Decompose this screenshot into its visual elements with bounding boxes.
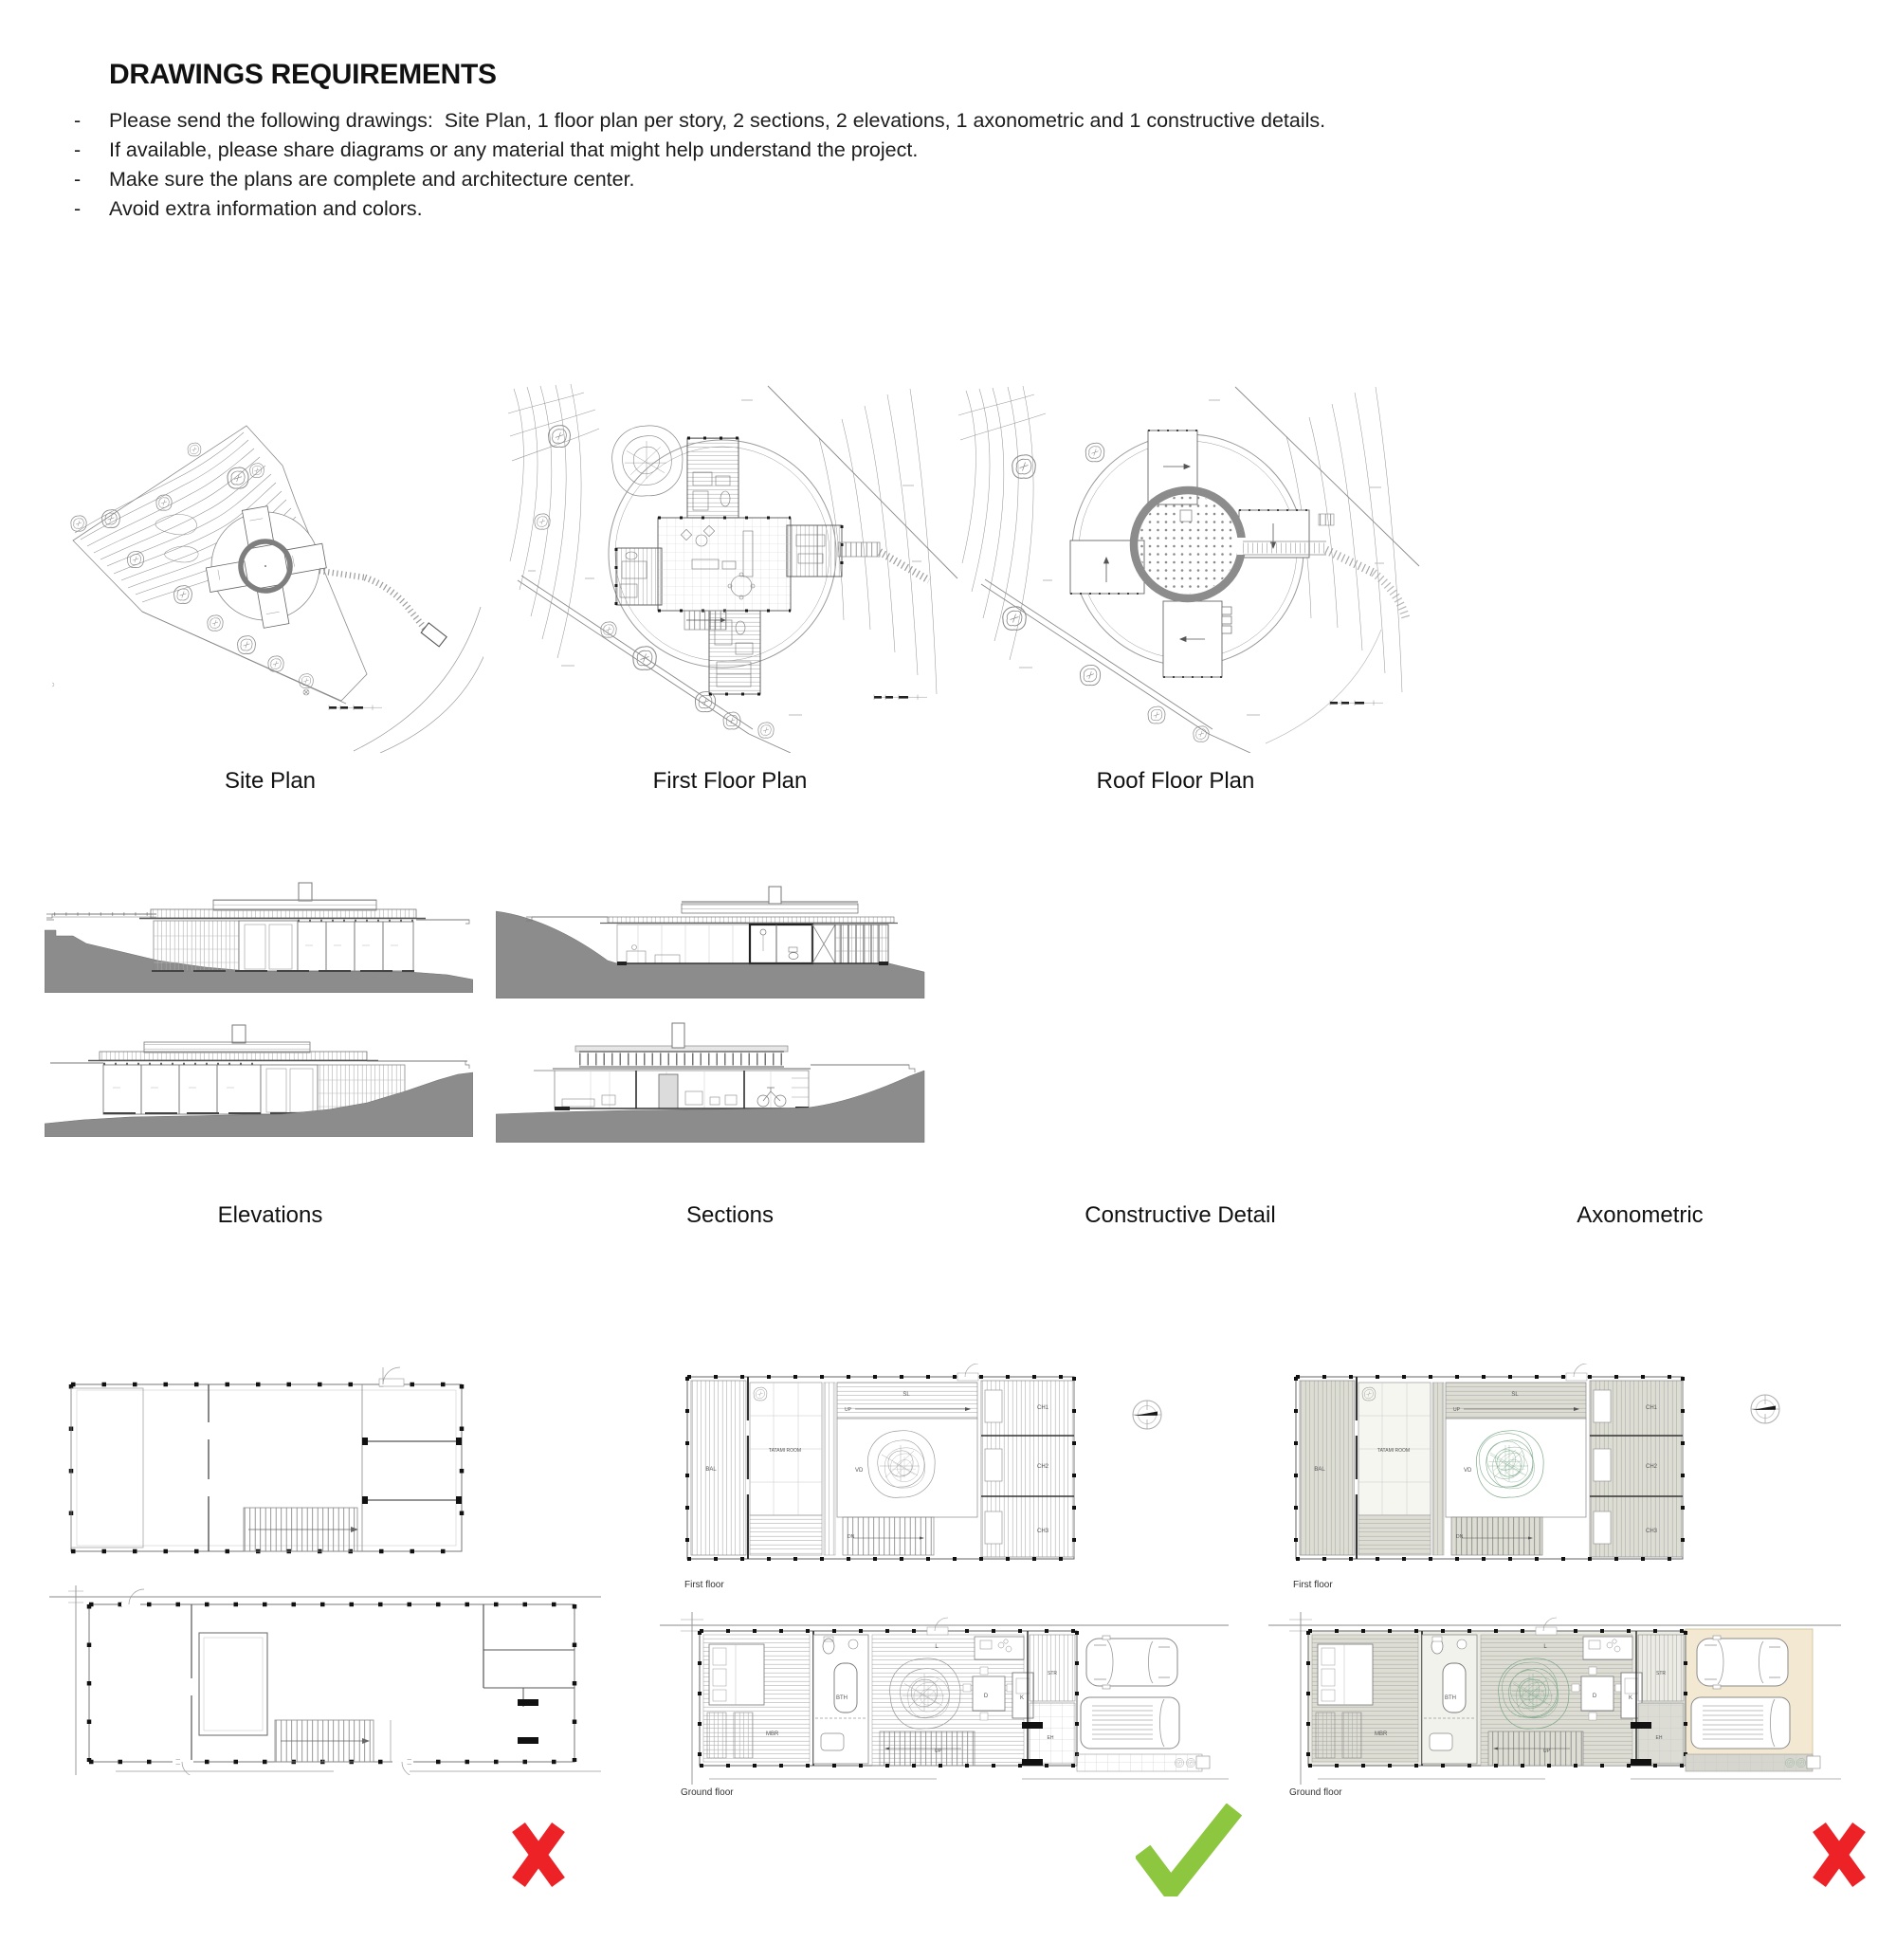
requirement-item (71, 106, 1360, 136)
glazing (298, 922, 413, 971)
roof-floor-plan-drawing (953, 381, 1427, 753)
room-label-eh: EH (1047, 1735, 1054, 1741)
elevation-1-drawing (45, 877, 473, 993)
label-constructive-detail: Constructive Detail (1085, 1202, 1276, 1228)
approve-check-icon (1136, 1804, 1242, 1896)
requirement-text: Make sure the plans are complete and architecture center. (109, 168, 635, 191)
screen-wall (835, 925, 888, 963)
roof-assembly (534, 1023, 811, 1071)
roof (151, 909, 416, 918)
road (52, 607, 483, 753)
lower-plan (49, 1585, 601, 1775)
site-plan-drawing (52, 391, 483, 753)
example-plans-left (49, 1365, 609, 1775)
deck-right (811, 1065, 915, 1072)
kitchen-counter (975, 1637, 1024, 1659)
room-label-vd: VD (1464, 1468, 1472, 1474)
interior (555, 1071, 809, 1110)
glazing (103, 1065, 261, 1114)
example-plans-right (1261, 1364, 1864, 1800)
reject-cross-icon-left (507, 1817, 570, 1893)
room-label-sl: SL (902, 1392, 910, 1398)
label-axonometric: Axonometric (1577, 1202, 1704, 1228)
elevation-2-drawing (45, 1021, 473, 1137)
page-title: DRAWINGS REQUIREMENTS (109, 59, 497, 90)
deck-right (416, 920, 469, 924)
room-label-tatami: TATAMI ROOM (768, 1448, 802, 1454)
survey-mark (303, 689, 309, 695)
first-floor-plan-caption: First Floor Plan (652, 768, 808, 794)
requirement-text: If available, please share diagrams or any material that might help understand the project. (109, 138, 919, 161)
room-label-mbr: MBR (766, 1731, 779, 1737)
roof-stack (1222, 607, 1231, 633)
scale-bar (874, 695, 927, 701)
bathtub (834, 1663, 857, 1713)
room-label-dn: DN (1456, 1534, 1464, 1540)
ground-floor-plan-colored (1268, 1612, 1841, 1785)
bullet-marker: - (74, 138, 82, 161)
room-label-str: STR (1048, 1671, 1057, 1676)
screen-wall (154, 921, 239, 971)
ground-floor-caption: Ground floor (1289, 1787, 1342, 1798)
entry-door (239, 921, 298, 971)
scale-bar (329, 705, 382, 711)
requirement-item (71, 165, 1360, 194)
example-plans-middle (652, 1364, 1245, 1800)
requirement-text: Please send the following drawings: Site Plan, 1 floor plan per story, 2 sections, 2 elevations, 1 axonometric and 1 constructive details. (109, 109, 1326, 132)
scale-bar (1330, 701, 1383, 706)
bed (709, 1644, 764, 1705)
room-label-ch1: CH1 (1645, 1405, 1658, 1411)
building (139, 883, 426, 971)
interior (617, 925, 888, 965)
wet-room (750, 925, 812, 963)
room-label-ch2: CH2 (1645, 1464, 1658, 1470)
chimney (232, 1025, 246, 1043)
section-2-drawing (496, 1017, 953, 1143)
roof (100, 1052, 367, 1060)
walkway (319, 571, 447, 647)
roof-assembly (526, 887, 898, 924)
room-label-bal: BAL (705, 1467, 717, 1473)
room-label-d: D (983, 1694, 989, 1699)
room-label-k: K (1019, 1695, 1025, 1701)
room-label-bth: BTH (836, 1695, 848, 1701)
dining-table (973, 1676, 1005, 1711)
room-label-l: L (935, 1644, 939, 1650)
road (1266, 630, 1381, 743)
room-label-d: D (1592, 1694, 1597, 1699)
room-label-up: UP (1543, 1749, 1550, 1754)
section-1-drawing (496, 877, 953, 998)
label-sections: Sections (685, 1202, 775, 1228)
van-top (1081, 1697, 1179, 1749)
first-floor-plan-drawing (504, 381, 959, 753)
room-label-up: UP (845, 1407, 851, 1413)
room-label-k: K (1628, 1695, 1633, 1701)
van-top (1691, 1697, 1790, 1749)
room-label-ch2: CH2 (1036, 1464, 1049, 1470)
room-label-up: UP (1453, 1407, 1460, 1413)
room-label-str: STR (1656, 1671, 1666, 1676)
car-top (1086, 1636, 1177, 1689)
first-floor-plan (687, 1364, 1074, 1559)
requirement-item (71, 194, 1360, 224)
first-floor-plan-colored (1296, 1364, 1683, 1559)
room-label-ch3: CH3 (1645, 1529, 1658, 1534)
car-top (1697, 1636, 1788, 1689)
entry-door (261, 1065, 318, 1114)
room-label-vd: VD (855, 1468, 864, 1474)
room-label-eh: EH (1655, 1735, 1663, 1741)
site-plan-caption: Site Plan (224, 768, 317, 794)
ground-floor-caption: Ground floor (681, 1787, 734, 1798)
roof-floor-plan-caption: Roof Floor Plan (1096, 768, 1255, 794)
room-label-bal: BAL (1314, 1467, 1325, 1473)
building (50, 1025, 405, 1114)
ground-floor-plan (660, 1612, 1229, 1785)
room-label-l: L (1543, 1644, 1547, 1650)
bullet-marker: - (74, 197, 82, 220)
label-elevations: Elevations (217, 1202, 323, 1228)
compass-icon (1133, 1401, 1161, 1429)
stairs (684, 611, 726, 630)
room-label-tatami: TATAMI ROOM (1376, 1448, 1411, 1454)
room-label-sl: SL (1511, 1392, 1519, 1398)
room-label-bth: BTH (1445, 1695, 1456, 1701)
bullet-marker: - (74, 168, 82, 191)
first-floor-caption: First floor (684, 1580, 724, 1590)
room-label-dn: DN (848, 1534, 855, 1540)
room-label-ch3: CH3 (1036, 1529, 1049, 1534)
requirement-item (71, 136, 1360, 165)
bullet-marker: - (74, 109, 82, 132)
fireplace (659, 1074, 678, 1108)
upper-roof (213, 900, 376, 910)
roof-center (1134, 490, 1242, 598)
building-cross (616, 438, 842, 694)
room-label-mbr: MBR (1375, 1731, 1388, 1737)
upper-plan (71, 1367, 462, 1551)
room-label-ch1: CH1 (1036, 1405, 1049, 1411)
upper-roof (144, 1042, 310, 1053)
compass-icon (1751, 1395, 1779, 1423)
requirements-list (71, 106, 1360, 224)
first-floor-caption: First floor (1293, 1580, 1333, 1590)
driveway (1077, 1754, 1202, 1771)
room-label-up: UP (935, 1749, 941, 1754)
requirement-text: Avoid extra information and colors. (109, 197, 423, 220)
reject-cross-icon-right (1808, 1817, 1870, 1893)
chimney (299, 883, 312, 901)
